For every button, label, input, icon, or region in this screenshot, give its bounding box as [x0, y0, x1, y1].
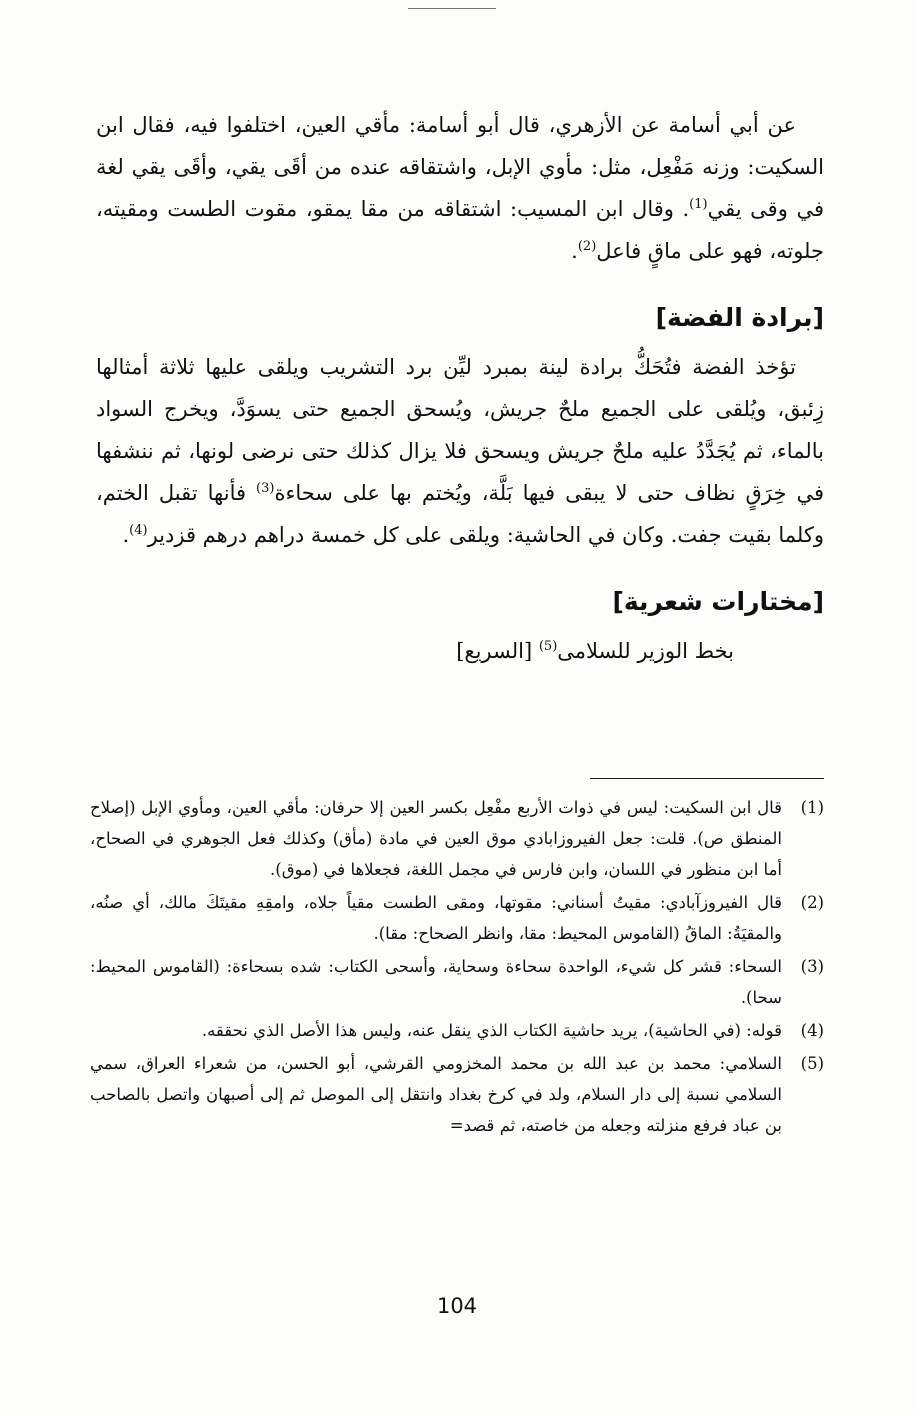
footnote-text: السلامي: محمد بن عبد الله بن محمد المخزومي القرشي، أبو الحسن، من شعراء العراق، سمي السلامي نسبة إلى دار السلام، ولد في كرخ بغداد وانتقل إلى الموصل ثم إلى أصبهان واتصل بالصاحب بن عباد فرفع منزلته وجعله من خاصته، ثم قصد= [90, 1054, 782, 1135]
paragraph-text: تؤخذ الفضة فتُحَكُّ برادة لينة بمبرد ليِّن برد التشريب ويلقى عليها ثلاثة أمثالها زِئبق، ويُلقى على الجميع ملحٌ جريش، ويُسحق الجميع حتى يسوَدَّ، ويخرج السواد بالماء، ثم يُجَدَّدُ عليه ملحٌ جريش ويسحق فلا يزال كذلك حتى نرضى لونها، ثم ننشفها في خِرَقٍ نظاف حتى لا يبقى فيها بَلَّة، ويُختم بها على سحاءة [96, 355, 824, 505]
footnote-text: قوله: (في الحاشية)، يريد حاشية الكتاب الذي ينقل عنه، وليس هذا الأصل الذي نحققه. [201, 1021, 782, 1040]
footnote-number: (1) [800, 798, 824, 817]
footnote-ref-5[interactable]: (5) [538, 639, 558, 654]
footnote-1 [90, 792, 824, 885]
top-divider [408, 8, 496, 9]
footnote-number: (4) [800, 1021, 824, 1040]
section-heading-silver-filings: [برادة الفضة] [655, 303, 824, 332]
main-text [96, 104, 824, 672]
footnote-ref-4[interactable]: (4) [129, 523, 148, 538]
poetry-attribution [96, 630, 824, 672]
footnote-number: (2) [800, 893, 824, 912]
footnote-text: قال الفيروزآبادي: مقيتُ أسناني: مقوتها، ومقى الطست مقياً جلاه، وامقِهِ مقيتَكَ مالك، أي صنُه، والمقيَةُ: الماقُ (القاموس المحيط: مقا، وانظر الصحاح: مقا). [90, 893, 782, 943]
section-heading-poetry-selections: [مختارات شعرية] [612, 587, 824, 616]
paragraph-text: . وقال ابن المسيب: اشتقاقه من مقا يمقو، مقوت الطست ومقيته، جلوته، فهو على ماقٍ فاعل [96, 197, 824, 263]
footnote-text: السحاء: قشر كل شيء، الواحدة سحاءة وسحاية، وأسحى الكتاب: شده بسحاءة: (القاموس المحيط: سحا). [90, 957, 782, 1007]
paragraph-text: . [122, 523, 130, 547]
paragraph-text: . [571, 239, 578, 263]
footnote-ref-2[interactable]: (2) [577, 239, 597, 254]
footnote-divider [590, 778, 824, 779]
footnote-3 [90, 951, 824, 1013]
paragraph-intro [96, 104, 824, 272]
meter-label: [السريع] [456, 639, 539, 663]
page-number: 104 [436, 1294, 478, 1318]
footnote-ref-1[interactable]: (1) [689, 197, 708, 212]
footnote-number: (5) [800, 1054, 824, 1073]
footnote-4 [90, 1015, 824, 1046]
paragraph-text: عن أبي أسامة عن الأزهري، قال أبو أسامة: مأقي العين، اختلفوا فيه، فقال ابن السكيت: وزنه مَفْعِل، مثل: مأوي الإبل، واشتقاقه عنده من أقَى يقي، وأقَى يقي لغة في وقى يقي [96, 113, 825, 221]
attribution-text: بخط الوزير للسلامى [557, 639, 734, 663]
paragraph-silver-filings [96, 346, 824, 556]
footnote-text: قال ابن السكيت: ليس في ذوات الأربع مفْعِل بكسر العين إلا حرفان: مأقي العين، ومأوي الإبل (إصلاح المنطق ص). قلت: جعل الفيروزابادي موق العين في مادة (مأق) وكذلك فعل الجوهري في الصحاح، أما ابن منظور في اللسان، وابن فارس في مجمل اللغة، فجعلاها في (موق). [90, 798, 782, 879]
footnote-2 [90, 887, 824, 949]
footnote-5 [90, 1048, 824, 1141]
footnote-ref-3[interactable]: (3) [256, 481, 275, 496]
footnotes [90, 792, 824, 1143]
paragraph-text: فأنها تقبل الختم، وكلما بقيت جفت. وكان في الحاشية: ويلقى على كل خمسة دراهم درهم قزدير [96, 481, 824, 547]
footnote-number: (3) [800, 957, 824, 976]
